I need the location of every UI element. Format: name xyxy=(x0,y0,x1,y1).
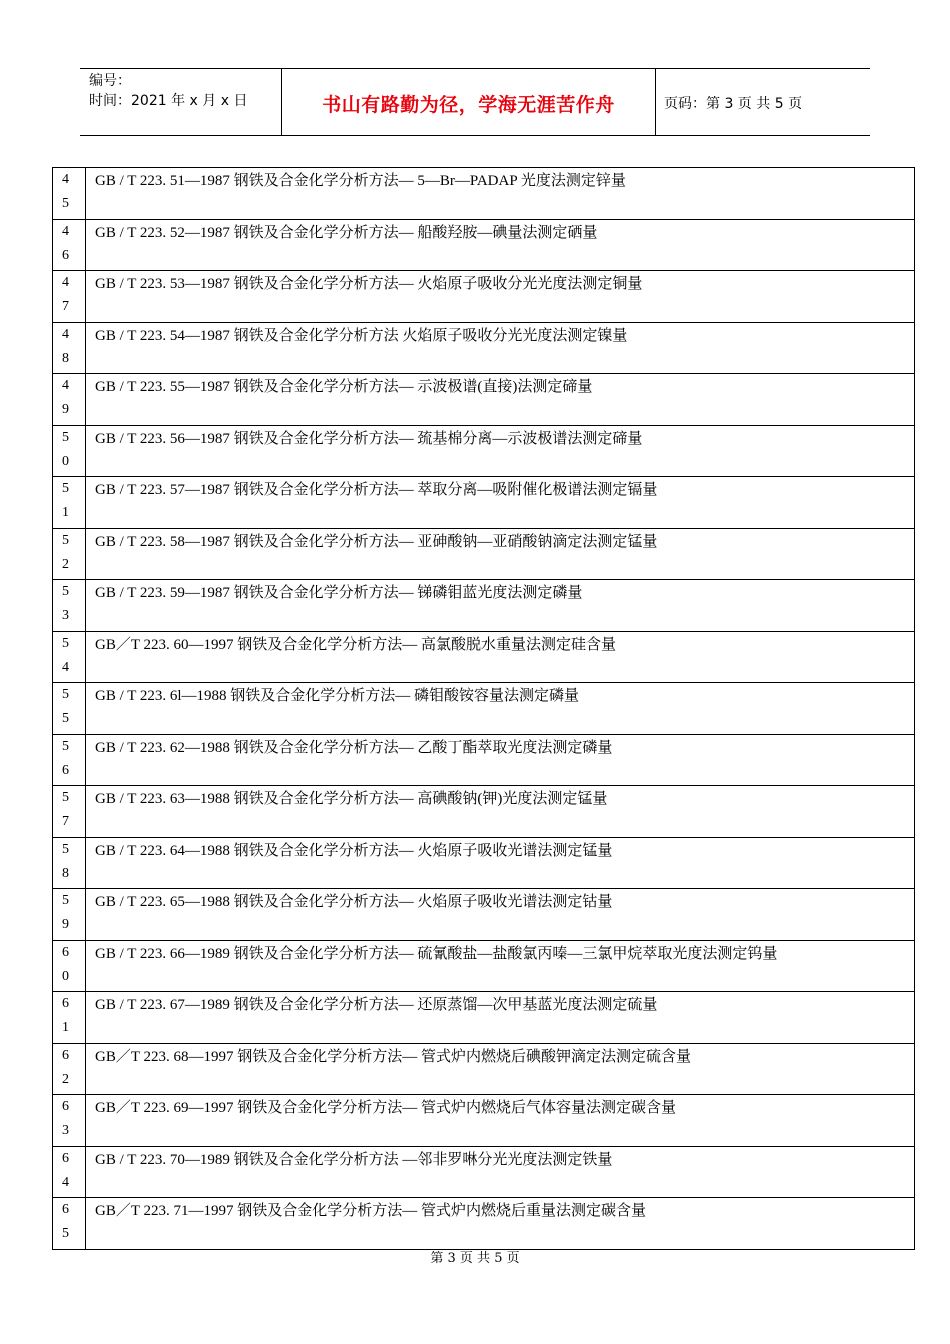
row-number xyxy=(53,992,86,1044)
row-number-digit: 5 xyxy=(62,481,69,496)
row-number xyxy=(53,374,86,426)
row-number xyxy=(53,786,86,838)
row-number-digit: 4 xyxy=(62,172,69,187)
row-number xyxy=(53,477,86,529)
row-number xyxy=(53,580,86,632)
row-number xyxy=(53,1043,86,1095)
table-row xyxy=(53,1095,915,1147)
row-number-digit: 8 xyxy=(62,865,69,881)
table-row xyxy=(53,374,915,426)
row-number xyxy=(53,322,86,374)
standard-title: GB / T 223. 51—1987 钢铁及合金化学分析方法— 5—Br—PADAP 光度法测定锌量 xyxy=(86,168,915,220)
row-number xyxy=(53,168,86,220)
table-row xyxy=(53,322,915,374)
standards-table xyxy=(52,167,915,1250)
row-number-digit: 5 xyxy=(62,687,69,702)
table-row xyxy=(53,219,915,271)
row-number-digit: 0 xyxy=(62,453,69,469)
standard-title: GB／T 223. 60—1997 钢铁及合金化学分析方法— 高氯酸脱水重量法测定硅含量 xyxy=(86,631,915,683)
row-number-digit: 6 xyxy=(62,1202,69,1217)
row-number-digit: 5 xyxy=(62,532,69,548)
header-bottom-rule xyxy=(80,135,870,136)
row-number-digit: 3 xyxy=(62,608,69,623)
table-row xyxy=(53,477,915,529)
row-number-digit: 0 xyxy=(62,968,69,984)
standards-table-body xyxy=(53,168,915,1250)
row-number-digit: 4 xyxy=(62,326,69,342)
standard-title: GB / T 223. 6l—1988 钢铁及合金化学分析方法— 磷钼酸铵容量法测定磷量 xyxy=(86,683,915,735)
row-number xyxy=(53,631,86,683)
row-number xyxy=(53,940,86,992)
standard-title: GB / T 223. 62—1988 钢铁及合金化学分析方法— 乙酸丁酯萃取光度法测定磷量 xyxy=(86,734,915,786)
row-number-digit: 5 xyxy=(62,893,69,908)
row-number-digit: 6 xyxy=(62,1047,69,1063)
standard-title: GB / T 223. 59—1987 钢铁及合金化学分析方法— 锑磷钼蓝光度法测定磷量 xyxy=(86,580,915,632)
table-row xyxy=(53,168,915,220)
header-motto: 书山有路勤为径，学海无涯苦作舟 xyxy=(322,94,615,116)
header-top-rule xyxy=(80,68,870,69)
table-row xyxy=(53,1198,915,1250)
page-footer: 第 3 页 共 5 页 xyxy=(430,1251,520,1266)
row-number-digit: 1 xyxy=(62,1020,69,1035)
standard-title: GB / T 223. 64—1988 钢铁及合金化学分析方法— 火焰原子吸收光谱法测定锰量 xyxy=(86,837,915,889)
row-number-digit: 2 xyxy=(62,1071,69,1087)
row-number-digit: 6 xyxy=(62,1099,69,1114)
row-number-digit: 6 xyxy=(62,944,69,960)
row-number xyxy=(53,528,86,580)
table-row xyxy=(53,786,915,838)
row-number xyxy=(53,1095,86,1147)
standard-title: GB / T 223. 57—1987 钢铁及合金化学分析方法— 萃取分离—吸附催化极谱法测定镉量 xyxy=(86,477,915,529)
table-row xyxy=(53,940,915,992)
row-number-digit: 3 xyxy=(62,1123,69,1138)
row-number-digit: 5 xyxy=(62,584,69,599)
standard-title: GB / T 223. 70—1989 钢铁及合金化学分析方法 —邻非罗啉分光光度法测定铁量 xyxy=(86,1146,915,1198)
table-row xyxy=(53,271,915,323)
table-row xyxy=(53,683,915,735)
standard-title: GB / T 223. 55—1987 钢铁及合金化学分析方法— 示波极谱(直接)法测定碲量 xyxy=(86,374,915,426)
table-row xyxy=(53,734,915,786)
row-number-digit: 7 xyxy=(62,814,69,829)
table-row xyxy=(53,528,915,580)
row-number-digit: 8 xyxy=(62,350,69,366)
row-number xyxy=(53,837,86,889)
row-number xyxy=(53,683,86,735)
document-number-label: 编号： xyxy=(89,73,131,89)
standard-title: GB / T 223. 53—1987 钢铁及合金化学分析方法— 火焰原子吸收分光光度法测定铜量 xyxy=(86,271,915,323)
row-number-digit: 4 xyxy=(62,659,69,675)
row-number xyxy=(53,889,86,941)
row-number-digit: 6 xyxy=(62,1150,69,1166)
row-number-digit: 9 xyxy=(62,402,69,417)
row-number-digit: 5 xyxy=(62,196,69,211)
row-number-digit: 6 xyxy=(62,762,69,778)
standard-title: GB / T 223. 58—1987 钢铁及合金化学分析方法— 亚砷酸钠—亚硝酸钠滴定法测定锰量 xyxy=(86,528,915,580)
header-meta xyxy=(89,71,247,111)
table-row xyxy=(53,889,915,941)
standard-title: GB / T 223. 63—1988 钢铁及合金化学分析方法— 高碘酸钠(钾)光度法测定锰量 xyxy=(86,786,915,838)
table-row xyxy=(53,1146,915,1198)
row-number-digit: 4 xyxy=(62,1174,69,1190)
row-number xyxy=(53,1198,86,1250)
row-number-digit: 5 xyxy=(62,738,69,754)
table-row xyxy=(53,425,915,477)
standard-title: GB / T 223. 66—1989 钢铁及合金化学分析方法— 硫氰酸盐—盐酸氯丙嗪—三氯甲烷萃取光度法测定钨量 xyxy=(86,940,915,992)
table-row xyxy=(53,1043,915,1095)
page-header xyxy=(80,68,870,136)
table-row xyxy=(53,992,915,1044)
row-number-digit: 5 xyxy=(62,790,69,805)
header-page-info: 页码：第 3 页 共 5 页 xyxy=(664,96,803,112)
standard-title: GB / T 223. 65—1988 钢铁及合金化学分析方法— 火焰原子吸收光谱法测定钴量 xyxy=(86,889,915,941)
table-row xyxy=(53,631,915,683)
row-number-digit: 6 xyxy=(62,247,69,263)
row-number xyxy=(53,1146,86,1198)
standard-title: GB / T 223. 56—1987 钢铁及合金化学分析方法— 巯基棉分离—示波极谱法测定碲量 xyxy=(86,425,915,477)
header-divider xyxy=(655,68,656,136)
standard-title: GB / T 223. 52—1987 钢铁及合金化学分析方法— 船酸羟胺—碘量法测定硒量 xyxy=(86,219,915,271)
standard-title: GB / T 223. 67—1989 钢铁及合金化学分析方法— 还原蒸馏—次甲基蓝光度法测定硫量 xyxy=(86,992,915,1044)
row-number-digit: 4 xyxy=(62,378,69,393)
standard-title: GB／T 223. 69—1997 钢铁及合金化学分析方法— 管式炉内燃烧后气体容量法测定碳含量 xyxy=(86,1095,915,1147)
row-number-digit: 4 xyxy=(62,223,69,239)
row-number xyxy=(53,734,86,786)
row-number xyxy=(53,425,86,477)
document-date: 时间：2021 年 x 月 x 日 xyxy=(89,93,248,109)
row-number-digit: 5 xyxy=(62,841,69,857)
row-number-digit: 9 xyxy=(62,917,69,932)
row-number-digit: 6 xyxy=(62,996,69,1011)
table-row xyxy=(53,837,915,889)
standard-title: GB／T 223. 71—1997 钢铁及合金化学分析方法— 管式炉内燃烧后重量法测定碳含量 xyxy=(86,1198,915,1250)
row-number-digit: 4 xyxy=(62,275,69,290)
row-number-digit: 1 xyxy=(62,505,69,520)
row-number-digit: 7 xyxy=(62,299,69,314)
row-number-digit: 5 xyxy=(62,1226,69,1241)
standard-title: GB／T 223. 68—1997 钢铁及合金化学分析方法— 管式炉内燃烧后碘酸钾滴定法测定硫含量 xyxy=(86,1043,915,1095)
standard-title: GB / T 223. 54—1987 钢铁及合金化学分析方法 火焰原子吸收分光光度法测定镍量 xyxy=(86,322,915,374)
row-number xyxy=(53,219,86,271)
table-row xyxy=(53,580,915,632)
row-number-digit: 5 xyxy=(62,429,69,445)
row-number xyxy=(53,271,86,323)
row-number-digit: 2 xyxy=(62,556,69,572)
row-number-digit: 5 xyxy=(62,635,69,651)
row-number-digit: 5 xyxy=(62,711,69,726)
